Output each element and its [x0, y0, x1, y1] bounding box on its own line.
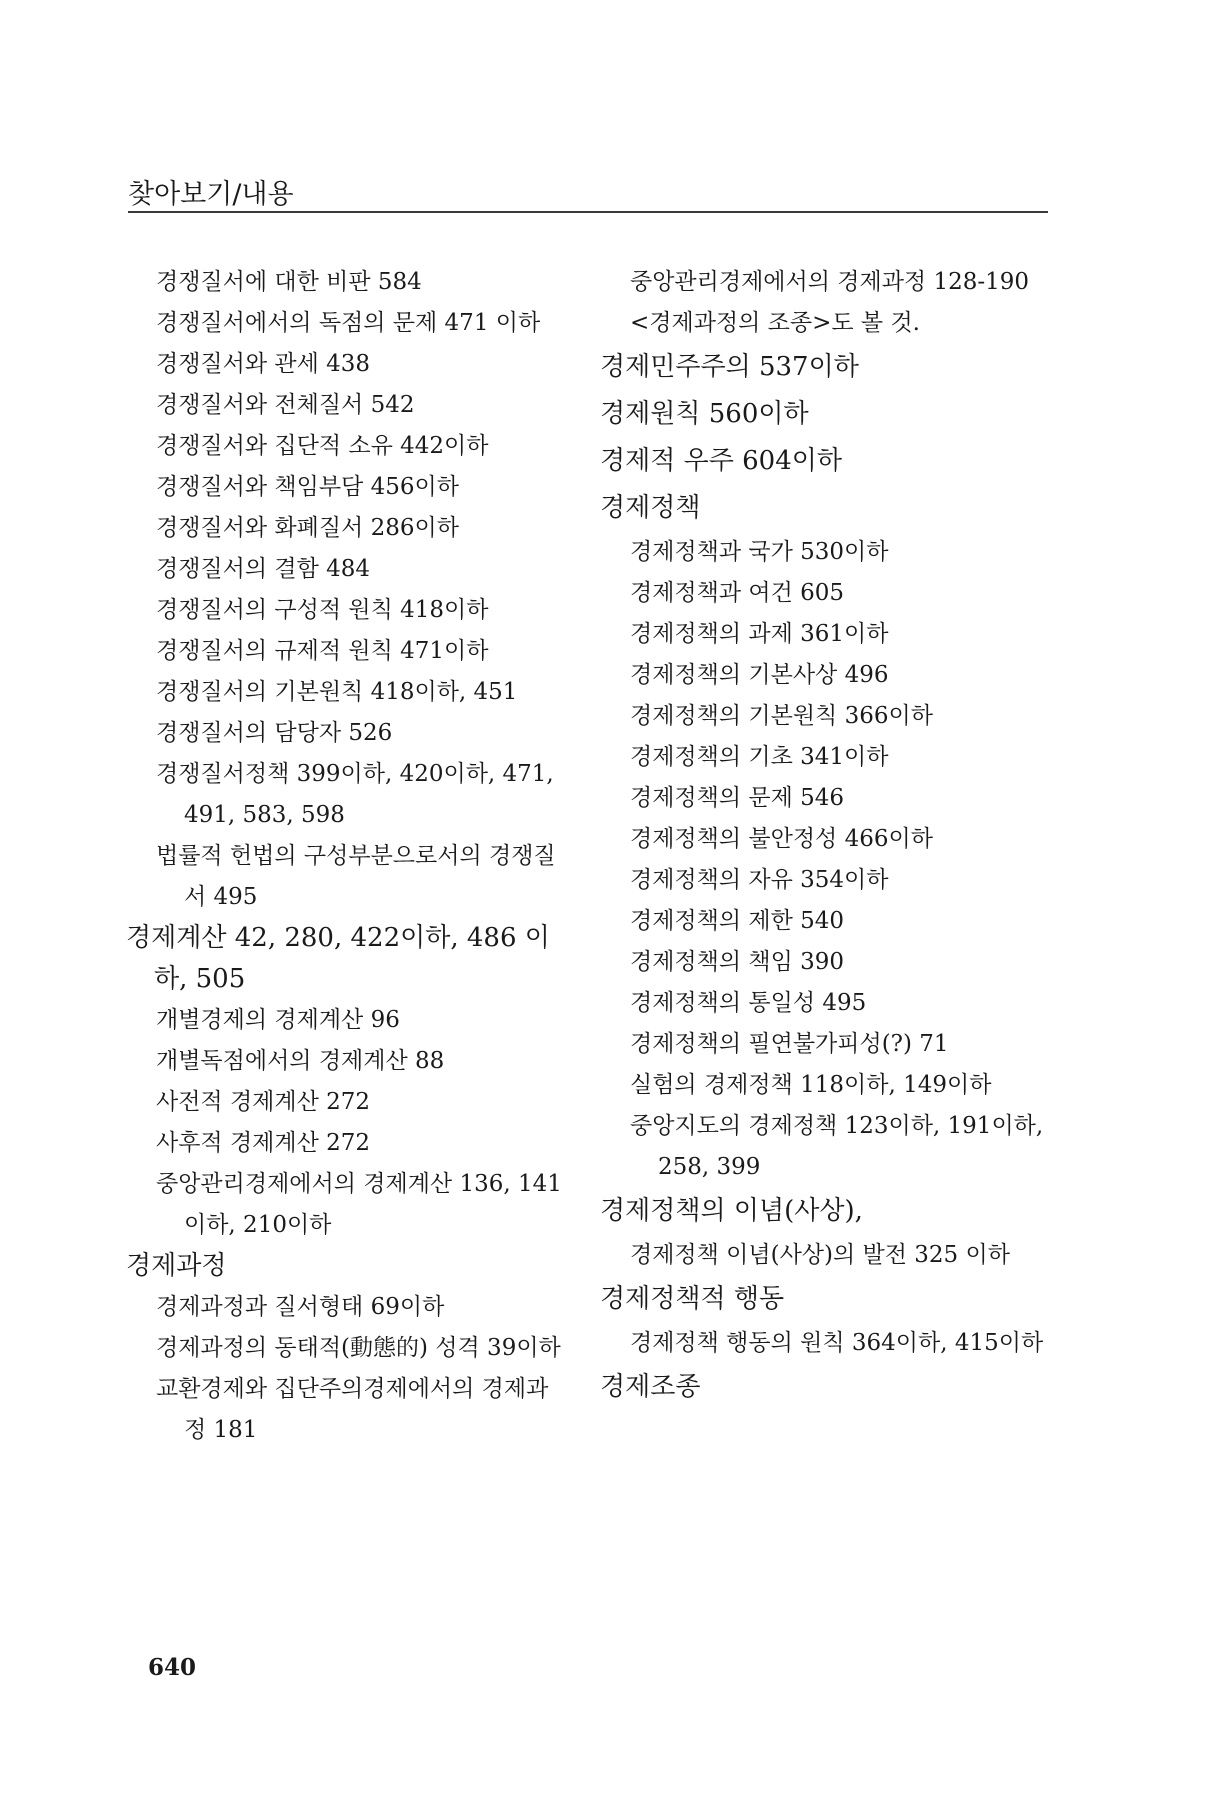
index-entry: 중앙관리경제에서의 경제계산 136, 141이하, 210이하 — [156, 1171, 562, 1238]
index-entry: 경쟁질서와 집단적 소유 442이하 — [156, 433, 489, 459]
header-rule — [128, 211, 1048, 213]
index-heading: 경제정책의 이념(사상), — [600, 1196, 863, 1226]
index-heading: 경제적 우주 604이하 — [600, 446, 842, 476]
index-entry: 경제정책 이념(사상)의 발전 325 이하 — [630, 1242, 1010, 1268]
running-header: 찾아보기/내용 — [128, 179, 294, 210]
index-entry: 경쟁질서와 화폐질서 286이하 — [156, 515, 459, 541]
index-entry: 경쟁질서의 구성적 원칙 418이하 — [156, 597, 489, 623]
index-entry: 중앙관리경제에서의 경제과정 128-190 — [630, 269, 1030, 295]
index-entry: 경쟁질서정책 399이하, 420이하, 471, 491, 583, 598 — [156, 761, 554, 828]
index-entry: 경제정책 행동의 원칙 364이하, 415이하 — [630, 1330, 1044, 1356]
index-entry: 경쟁질서에 대한 비판 584 — [156, 269, 422, 295]
index-entry: 실험의 경제정책 118이하, 149이하 — [630, 1072, 992, 1098]
index-entry: 경쟁질서의 결함 484 — [156, 556, 371, 582]
index-heading: 경제정책적 행동 — [600, 1284, 785, 1314]
index-entry: 경제정책의 통일성 495 — [630, 990, 867, 1016]
index-column-left — [126, 262, 566, 1451]
index-entry: 경제정책의 기본원칙 366이하 — [630, 703, 933, 729]
index-entry: 경쟁질서의 담당자 526 — [156, 720, 393, 746]
index-entry: 중앙지도의 경제정책 123이하, 191이하, 258, 399 — [630, 1113, 1044, 1180]
index-entry: 경제정책의 책임 390 — [630, 949, 845, 975]
index-heading: 경제정책 — [600, 493, 701, 523]
index-heading: 경제민주주의 537이하 — [600, 352, 859, 382]
index-entry: 경제정책의 필연불가피성(?) 71 — [630, 1031, 949, 1057]
index-entry: 경제정책의 과제 361이하 — [630, 621, 889, 647]
index-entry: 경제정책의 자유 354이하 — [630, 867, 889, 893]
index-entry: 경쟁질서의 기본원칙 418이하, 451 — [156, 679, 518, 705]
index-entry: 경제과정과 질서형태 69이하 — [156, 1294, 445, 1320]
index-entry: 경쟁질서와 책임부담 456이하 — [156, 474, 459, 500]
index-entry: 경제정책의 기초 341이하 — [630, 744, 889, 770]
index-entry: 경제정책과 여건 605 — [630, 580, 845, 606]
index-heading: 경제과정 — [126, 1251, 227, 1281]
index-entry: 경쟁질서와 전체질서 542 — [156, 392, 415, 418]
index-entry: 교환경제와 집단주의경제에서의 경제과정 181 — [156, 1376, 549, 1443]
index-entry: 경제정책의 제한 540 — [630, 908, 845, 934]
page-number: 640 — [148, 1654, 197, 1681]
index-entry: <경제과정의 조종>도 볼 것. — [630, 310, 920, 336]
index-entry: 경쟁질서의 규제적 원칙 471이하 — [156, 638, 489, 664]
index-entry: 경제정책의 불안정성 466이하 — [630, 826, 933, 852]
index-entry: 경쟁질서에서의 독점의 문제 471 이하 — [156, 310, 541, 336]
index-heading: 경제계산 42, 280, 422이하, 486 이하, 505 — [126, 923, 550, 994]
index-entry: 사전적 경제계산 272 — [156, 1089, 371, 1115]
index-entry: 개별독점에서의 경제계산 88 — [156, 1048, 445, 1074]
index-entry: 경쟁질서와 관세 438 — [156, 351, 371, 377]
index-entry: 경제정책과 국가 530이하 — [630, 539, 889, 565]
index-entry: 경제정책의 기본사상 496 — [630, 662, 889, 688]
index-entry: 경제정책의 문제 546 — [630, 785, 845, 811]
index-heading: 경제조종 — [600, 1372, 701, 1402]
index-entry: 사후적 경제계산 272 — [156, 1130, 371, 1156]
index-heading: 경제원칙 560이하 — [600, 399, 809, 429]
index-entry: 경제과정의 동태적(動態的) 성격 39이하 — [156, 1335, 561, 1361]
index-entry: 법률적 헌법의 구성부분으로서의 경쟁질서 495 — [156, 843, 556, 910]
index-entry: 개별경제의 경제계산 96 — [156, 1007, 400, 1033]
index-column-right — [600, 262, 1060, 1411]
